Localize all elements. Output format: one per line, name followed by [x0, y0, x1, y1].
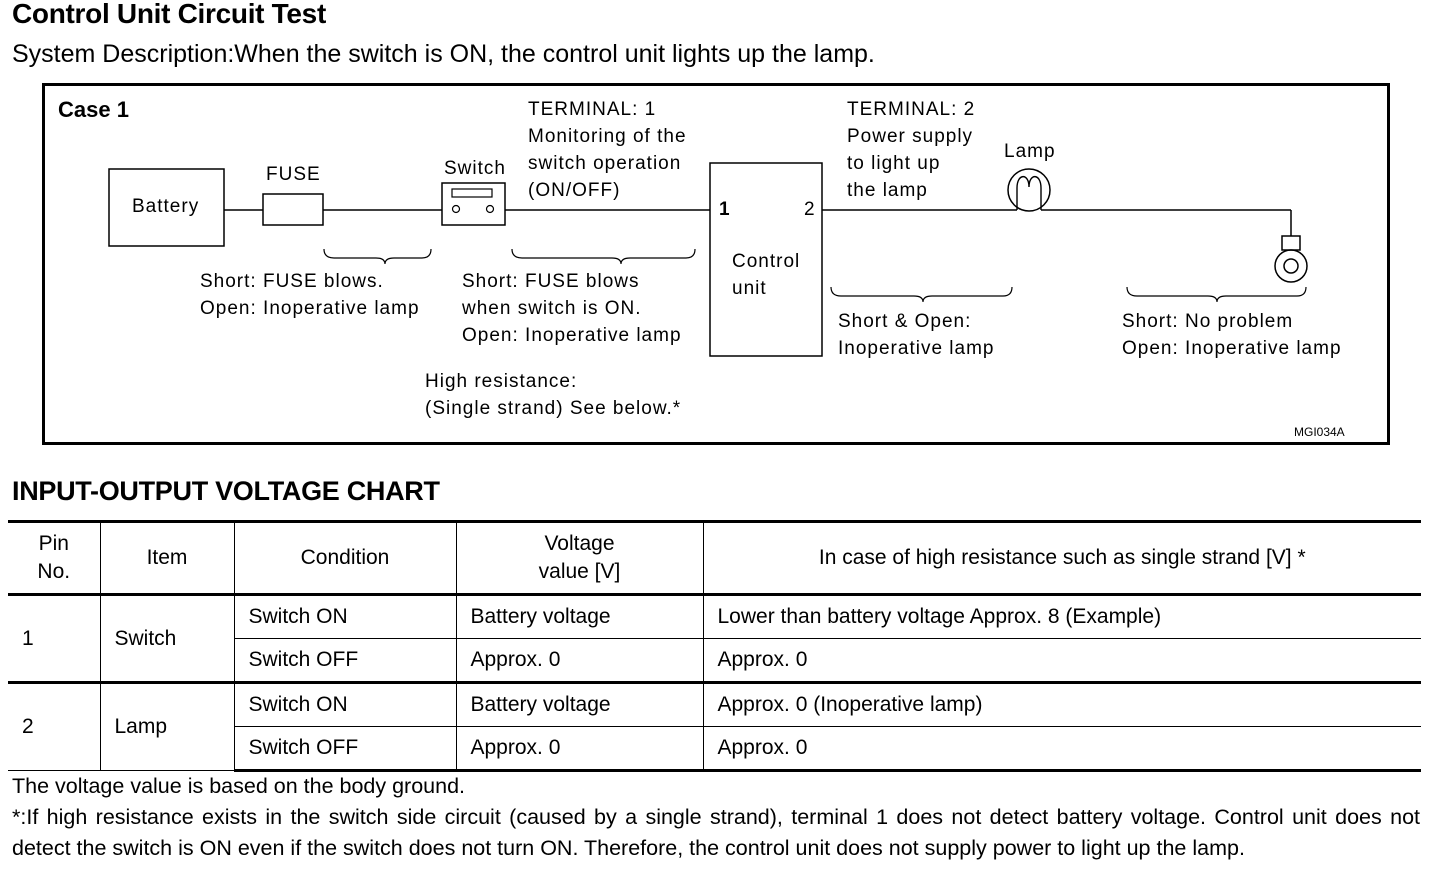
item-cell: Switch: [100, 595, 234, 683]
lamp-label: Lamp: [1004, 141, 1056, 162]
brace-lamp-section: [831, 287, 1012, 302]
fuse-symbol: [263, 194, 323, 225]
fuse-label: FUSE: [266, 164, 321, 185]
battery-label: Battery: [132, 196, 200, 217]
header-pin: [8, 522, 100, 595]
high-resistance-note: High resistance: (Single strand) See below.*: [425, 371, 682, 419]
brace-ground-section: [1127, 287, 1306, 302]
case-label: Case 1: [58, 97, 129, 122]
lamp-symbol: [1008, 169, 1050, 211]
voltage-cell: Approx. 0: [456, 727, 703, 771]
system-description: System Description:When the switch is ON, the control unit lights up the lamp.: [12, 40, 875, 68]
brace-switch-section: [512, 249, 695, 264]
condition-cell: Switch ON: [234, 595, 456, 639]
header-pin-text: Pin No.: [37, 532, 71, 583]
switch-contact-left: [453, 206, 460, 213]
table-header-row: [8, 522, 1421, 595]
terminal1-description: TERMINAL: 1 Monitoring of the switch operation (ON/OFF): [528, 99, 687, 201]
lamp-filament: [1017, 177, 1041, 210]
switch-label: Switch: [444, 158, 506, 179]
condition-cell: Switch OFF: [234, 727, 456, 771]
high-resistance-cell: Approx. 0 (Inoperative lamp): [703, 683, 1421, 727]
diagram-frame: [44, 85, 1389, 444]
ground-connector: [1282, 236, 1300, 250]
lamp-side-fault-note: Short & Open: Inoperative lamp: [838, 311, 995, 359]
ground-symbol-inner: [1284, 259, 1298, 273]
header-item: Item: [100, 522, 234, 595]
page-title: Control Unit Circuit Test: [12, 0, 326, 29]
high-resistance-cell: Approx. 0: [703, 727, 1421, 771]
pin-cell: 2: [8, 683, 100, 771]
item-cell: Lamp: [100, 683, 234, 771]
switch-actuator: [452, 189, 492, 197]
header-condition: Condition: [234, 522, 456, 595]
voltage-chart-title: INPUT-OUTPUT VOLTAGE CHART: [12, 476, 440, 506]
header-voltage-text: Voltage value [V]: [538, 532, 621, 583]
voltage-cell: Battery voltage: [456, 683, 703, 727]
ground-fault-note: Short: No problem Open: Inoperative lamp: [1122, 311, 1342, 359]
terminal2-description: TERMINAL: 2 Power supply to light up the lamp: [847, 99, 976, 201]
pin1-label: 1: [719, 199, 731, 220]
brace-fuse-section: [324, 249, 431, 264]
header-high-resistance: In case of high resistance such as single strand [V] *: [703, 522, 1421, 595]
fuse-fault-note: Short: FUSE blows. Open: Inoperative lamp: [200, 271, 420, 319]
voltage-chart-table: [8, 520, 1421, 772]
figure-code: MGI034A: [1294, 425, 1345, 439]
switch-contact-right: [487, 206, 494, 213]
pin-cell: 1: [8, 595, 100, 683]
footnote: *:If high resistance exists in the switch side circuit (caused by a single strand), terminal 1 does not detect battery voltage. Control unit does not detect the switch is ON even if the switch does not turn ON. Therefore, the control unit does not supply power to light up the lamp.: [12, 805, 1420, 860]
table-row: [8, 683, 1421, 727]
voltage-cell: Battery voltage: [456, 595, 703, 639]
ground-symbol: [1275, 250, 1307, 282]
notes: [12, 771, 1420, 864]
circuit-diagram: [42, 83, 1390, 445]
switch-fault-note: Short: FUSE blows when switch is ON. Open: Inoperative lamp: [462, 271, 682, 346]
condition-cell: Switch ON: [234, 683, 456, 727]
control-unit-label: Control unit: [732, 251, 801, 299]
high-resistance-cell: Lower than battery voltage Approx. 8 (Example): [703, 595, 1421, 639]
high-resistance-cell: Approx. 0: [703, 639, 1421, 683]
pin2-label: 2: [804, 199, 816, 220]
table-row: [8, 595, 1421, 639]
circuit-drawing: [42, 83, 1390, 445]
body-ground-note: The voltage value is based on the body ground.: [12, 774, 466, 798]
voltage-cell: Approx. 0: [456, 639, 703, 683]
header-voltage: [456, 522, 703, 595]
condition-cell: Switch OFF: [234, 639, 456, 683]
